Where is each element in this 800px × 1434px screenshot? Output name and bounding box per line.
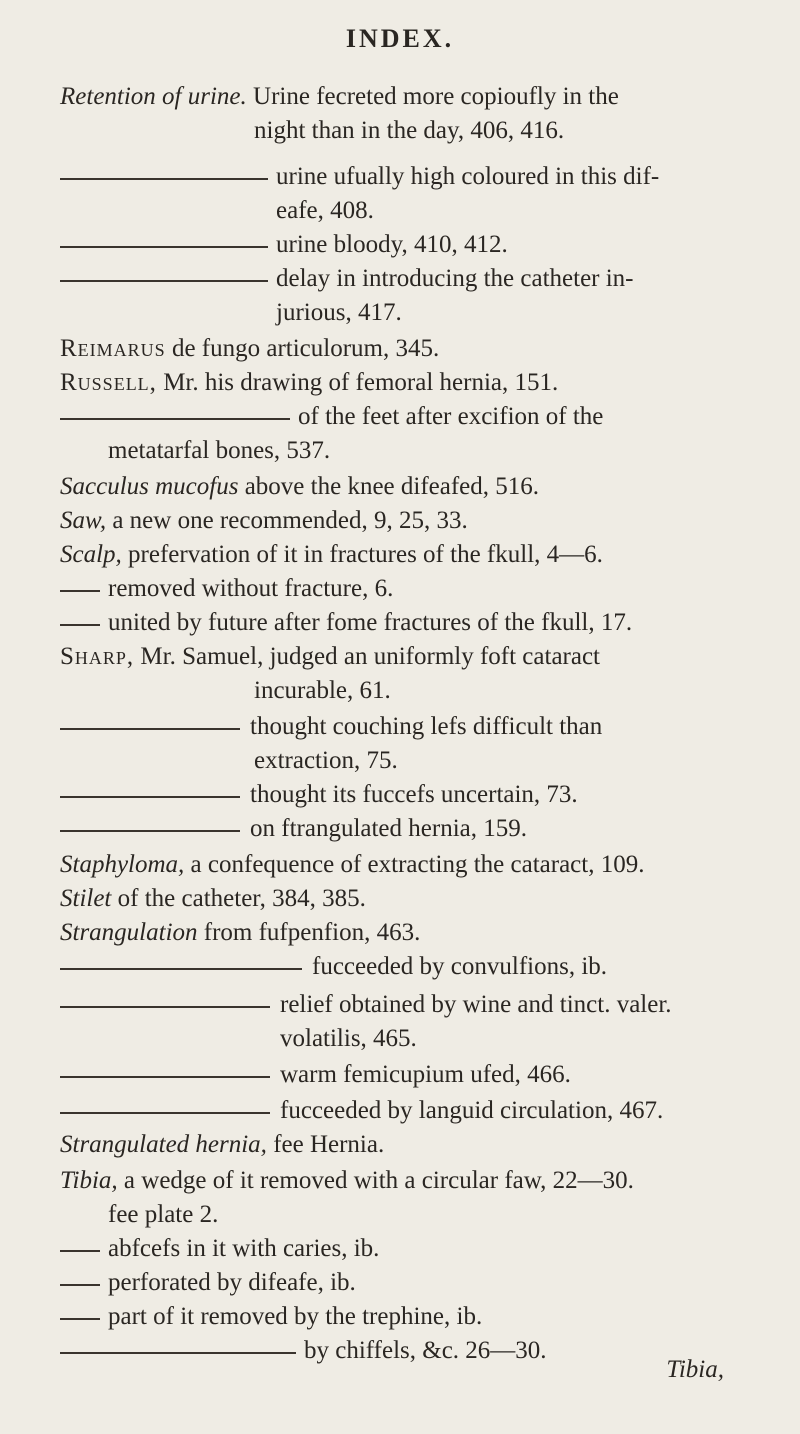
ditto-rule	[60, 418, 290, 420]
entry-continuation: eafe, 408.	[276, 197, 374, 224]
index-entry	[60, 538, 603, 572]
index-subentry: abfcefs in it with caries, ib.	[108, 1235, 380, 1262]
ditto-rule	[60, 830, 240, 832]
entry-text: fee Hernia.	[273, 1131, 385, 1158]
index-entry	[60, 1128, 384, 1162]
ditto-rule	[60, 624, 100, 626]
entry-heading: Stilet	[60, 885, 112, 912]
entry-heading: Reimarus	[60, 335, 166, 362]
entry-text: of the catheter, 384, 385.	[117, 885, 366, 912]
entry-text: Urine fecreted more copioufly in the	[253, 83, 619, 110]
ditto-rule	[60, 178, 268, 180]
entry-continuation: jurious, 417.	[276, 299, 402, 326]
ditto-rule	[60, 1112, 270, 1114]
entry-continuation: volatilis, 465.	[280, 1025, 417, 1052]
index-subentry: thought couching lefs difficult than	[250, 713, 603, 740]
index-subentry: united by future after fome fractures of the fkull, 17.	[108, 609, 633, 636]
index-subentry: removed without fracture, 6.	[108, 575, 394, 602]
ditto-rule	[60, 1352, 296, 1354]
entry-heading: Sacculus mucofus	[60, 473, 239, 500]
ditto-rule	[60, 246, 268, 248]
entry-continuation: fee plate 2.	[108, 1201, 219, 1228]
entry-heading: Sharp,	[60, 643, 135, 670]
entry-heading: Retention of urine.	[60, 83, 247, 110]
index-entry	[60, 80, 619, 114]
entry-heading: Tibia,	[60, 1167, 118, 1194]
entry-text: Mr. his drawing of femoral hernia, 151.	[163, 369, 559, 396]
entry-text: a wedge of it removed with a circular faw, 22—30.	[123, 1167, 634, 1194]
ditto-rule	[60, 1076, 270, 1078]
entry-continuation: extraction, 75.	[254, 747, 398, 774]
index-entry	[60, 640, 600, 674]
entry-continuation: incurable, 61.	[254, 677, 391, 704]
index-subentry: by chiffels, &c. 26—30.	[304, 1337, 547, 1364]
index-subentry: relief obtained by wine and tinct. valer.	[280, 991, 672, 1018]
index-subentry: delay in introducing the catheter in-	[276, 265, 634, 292]
ditto-rule	[60, 728, 240, 730]
index-subentry: part of it removed by the trephine, ib.	[108, 1303, 483, 1330]
index-subentry: warm femicupium ufed, 466.	[280, 1061, 571, 1088]
index-entry	[60, 504, 468, 538]
entry-continuation: night than in the day, 406, 416.	[254, 117, 565, 144]
entry-heading: Strangulated hernia,	[60, 1131, 267, 1158]
index-subentry: urine bloody, 410, 412.	[276, 231, 508, 258]
entry-text: prefervation of it in fractures of the fkull, 4—6.	[128, 541, 603, 568]
index-entry	[60, 882, 366, 916]
ditto-rule	[60, 1284, 100, 1286]
entry-text: de fungo articulorum, 345.	[171, 335, 440, 362]
entry-continuation: metatarfal bones, 537.	[108, 437, 331, 464]
index-entry	[60, 366, 558, 400]
index-entry	[60, 470, 539, 504]
entry-heading: Saw,	[60, 507, 107, 534]
index-entry	[60, 848, 644, 882]
ditto-rule	[60, 1006, 270, 1008]
index-subentry: urine ufually high coloured in this dif-	[276, 163, 660, 190]
index-subentry: of the feet after excifion of the	[298, 403, 604, 430]
index-entry	[60, 332, 439, 366]
index-entry	[60, 916, 420, 950]
entry-heading: Scalp,	[60, 541, 122, 568]
ditto-rule	[60, 590, 100, 592]
entry-heading: Russell,	[60, 369, 157, 396]
entry-text: from fufpenfion, 463.	[203, 919, 421, 946]
entry-text: a confequence of extracting the cataract, 109.	[190, 851, 645, 878]
index-subentry: on ftrangulated hernia, 159.	[250, 815, 527, 842]
index-subentry: thought its fuccefs uncertain, 73.	[250, 781, 578, 808]
ditto-rule	[60, 1318, 100, 1320]
entry-text: above the knee difeafed, 516.	[244, 473, 540, 500]
ditto-rule	[60, 280, 268, 282]
ditto-rule	[60, 968, 302, 970]
index-entry	[60, 1164, 634, 1198]
page-header: INDEX.	[345, 24, 455, 53]
index-subentry: fucceeded by convulfions, ib.	[312, 953, 608, 980]
ditto-rule	[60, 796, 240, 798]
entry-text: a new one recommended, 9, 25, 33.	[112, 507, 468, 534]
index-subentry: perforated by difeafe, ib.	[108, 1269, 356, 1296]
entry-heading: Staphyloma,	[60, 851, 185, 878]
ditto-rule	[60, 1250, 100, 1252]
entry-heading: Strangulation	[60, 919, 198, 946]
catchword: Tibia,	[666, 1356, 724, 1383]
index-subentry: fucceeded by languid circulation, 467.	[280, 1097, 664, 1124]
entry-text: Mr. Samuel, judged an uniformly foft cataract	[140, 643, 601, 670]
